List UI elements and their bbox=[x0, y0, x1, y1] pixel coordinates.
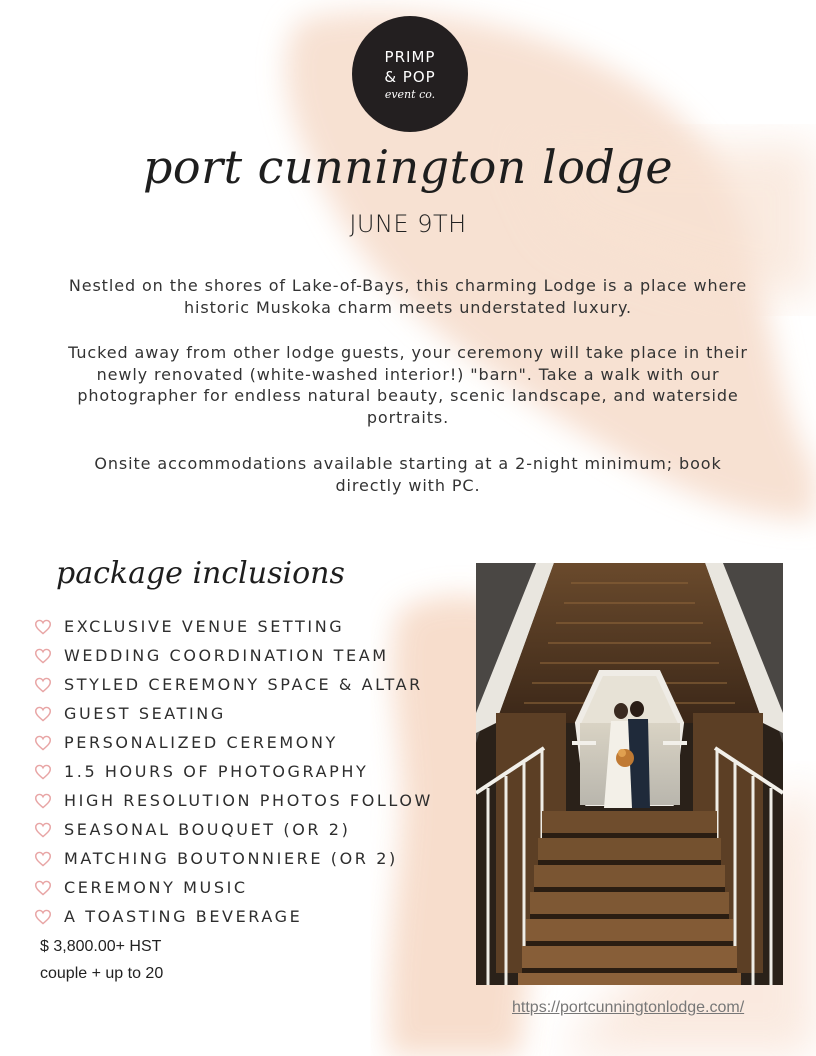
package-heading: package inclusions bbox=[56, 556, 345, 591]
intro-paragraph: Nestled on the shores of Lake-of-Bays, this charming Lodge is a place where historic Muskoka charm meets understated luxury. bbox=[68, 276, 748, 317]
logo-line-3: event co. bbox=[384, 88, 436, 101]
inclusion-label: MATCHING BOUTONNIERE (OR 2) bbox=[64, 849, 398, 868]
inclusion-item bbox=[34, 844, 433, 873]
logo-line-1: PRIMP bbox=[384, 48, 436, 66]
heart-icon bbox=[34, 619, 52, 635]
heart-icon bbox=[34, 764, 52, 780]
inclusion-item bbox=[34, 786, 433, 815]
venue-website-link[interactable]: https://portcunningtonlodge.com/ bbox=[512, 999, 745, 1016]
logo-line-2: & POP bbox=[384, 68, 436, 86]
page-title: port cunnington lodge bbox=[142, 140, 674, 194]
inclusion-item bbox=[34, 815, 433, 844]
inclusion-item bbox=[34, 757, 433, 786]
event-date: JUNE 9TH bbox=[349, 210, 467, 238]
inclusion-item bbox=[34, 612, 433, 641]
inclusion-label: STYLED CEREMONY SPACE & ALTAR bbox=[64, 675, 423, 694]
inclusion-item bbox=[34, 699, 433, 728]
accommodations-paragraph: Onsite accommodations available starting at a 2-night minimum; book directly with PC. bbox=[94, 454, 722, 495]
inclusion-label: A TOASTING BEVERAGE bbox=[64, 907, 303, 926]
inclusion-item bbox=[34, 873, 433, 902]
inclusion-label: HIGH RESOLUTION PHOTOS FOLLOW bbox=[64, 791, 433, 810]
heart-icon bbox=[34, 851, 52, 867]
inclusion-label: EXCLUSIVE VENUE SETTING bbox=[64, 617, 345, 636]
inclusion-label: WEDDING COORDINATION TEAM bbox=[64, 646, 389, 665]
inclusion-item bbox=[34, 670, 433, 699]
inclusion-item bbox=[34, 728, 433, 757]
inclusion-item bbox=[34, 641, 433, 670]
inclusion-item bbox=[34, 902, 433, 931]
heart-icon bbox=[34, 648, 52, 664]
inclusion-label: SEASONAL BOUQUET (OR 2) bbox=[64, 820, 351, 839]
brand-logo bbox=[352, 16, 468, 132]
heart-icon bbox=[34, 677, 52, 693]
heart-icon bbox=[34, 909, 52, 925]
heart-icon bbox=[34, 880, 52, 896]
heart-icon bbox=[34, 735, 52, 751]
guest-count: couple + up to 20 bbox=[40, 965, 164, 982]
inclusions-list bbox=[34, 612, 433, 931]
inclusion-label: PERSONALIZED CEREMONY bbox=[64, 733, 338, 752]
heart-icon bbox=[34, 822, 52, 838]
ceremony-paragraph: Tucked away from other lodge guests, your ceremony will take place in their newly renovated (white-washed interior!) "barn". Take a walk with our photographer for endless natural beauty, scenic landscape, and waterside portraits. bbox=[68, 343, 748, 427]
venue-photo bbox=[476, 563, 783, 985]
heart-icon bbox=[34, 793, 52, 809]
package-price: $ 3,800.00+ HST bbox=[40, 938, 162, 955]
heart-icon bbox=[34, 706, 52, 722]
inclusion-label: GUEST SEATING bbox=[64, 704, 226, 723]
inclusion-label: 1.5 HOURS OF PHOTOGRAPHY bbox=[64, 762, 369, 781]
inclusion-label: CEREMONY MUSIC bbox=[64, 878, 248, 897]
